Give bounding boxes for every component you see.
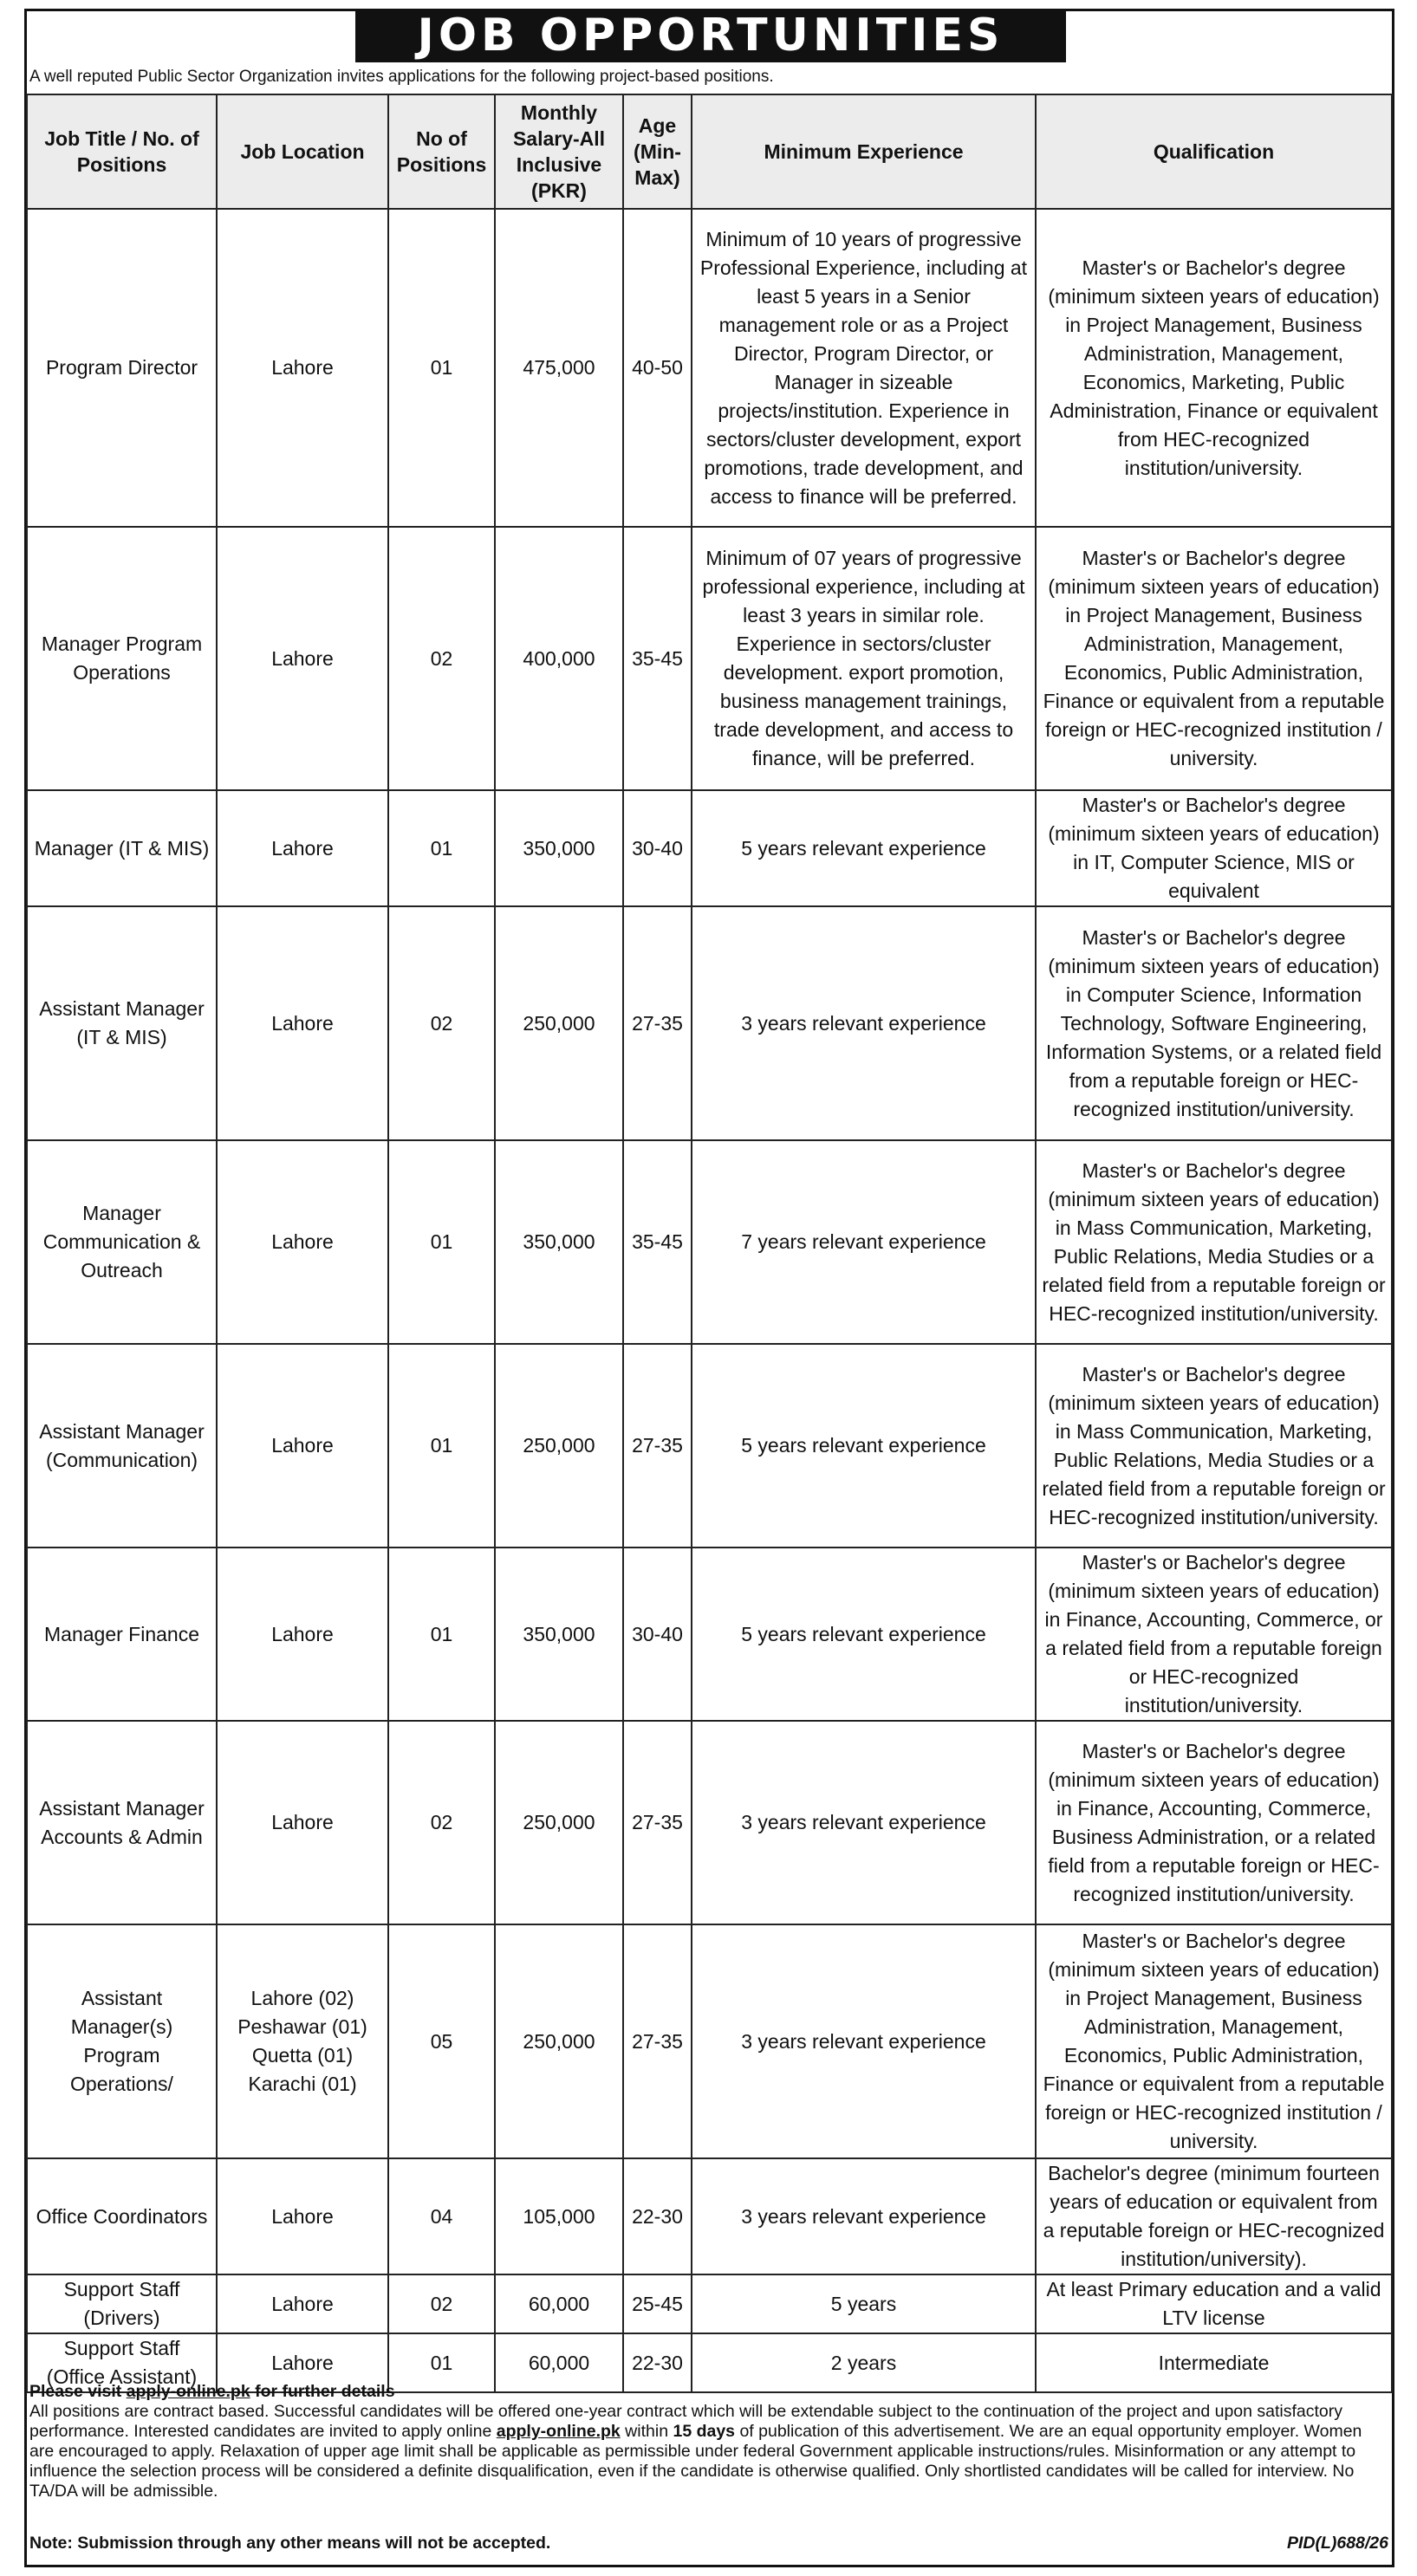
location-cell: Lahore [217,1721,388,1924]
table-row [27,906,1392,1140]
page-title: JOB OPPORTUNITIES [355,9,1066,62]
experience-cell: 3 years relevant experience [692,906,1036,1140]
location-cell: Lahore (02) Peshawar (01) Quetta (01) Karachi (01) [217,1924,388,2158]
visit-suffix: for further details [250,2382,395,2401]
footer-text [29,2382,1390,2501]
submission-note: Note: Submission through any other means will not be accepted. [29,2534,551,2553]
salary-cell: 350,000 [495,1140,623,1344]
salary-cell: 400,000 [495,527,623,790]
positions-cell: 05 [388,1924,495,2158]
qualification-cell: Master's or Bachelor's degree (minimum sixteen years of education) in Project Management, Business Administration, Management, Economics, Marketing, Public Administration, Finance or equivalent from HEC-recognized institution/university. [1036,209,1392,527]
column-header-positions: No of Positions [388,94,495,209]
qualification-cell: Intermediate [1036,2333,1392,2392]
table-row [27,527,1392,790]
terms-mid: within [620,2422,673,2441]
terms-paragraph [29,2402,1390,2501]
note-row [29,2534,1388,2553]
job-title-cell: Assistant Manager Accounts & Admin [27,1721,217,1924]
column-header-age: Age (Min-Max) [623,94,692,209]
table-row [27,2158,1392,2274]
intro-text: A well reputed Public Sector Organization invites applications for the following project-based positions. [29,68,774,86]
job-title-cell: Program Director [27,209,217,527]
qualification-cell: Master's or Bachelor's degree (minimum sixteen years of education) in Finance, Accounting, Commerce, Business Administration, or a related field from a reputable foreign or HEC-recognized institution/university. [1036,1721,1392,1924]
salary-cell: 350,000 [495,790,623,906]
job-title-cell: Assistant Manager(s) Program Operations/ [27,1924,217,2158]
apply-link[interactable]: apply-online.pk [496,2422,621,2441]
positions-cell: 01 [388,2333,495,2392]
location-cell: Lahore [217,2158,388,2274]
table-row [27,1924,1392,2158]
age-cell: 35-45 [623,1140,692,1344]
positions-cell: 02 [388,906,495,1140]
experience-cell: Minimum of 07 years of progressive professional experience, including at least 3 years in similar role. Experience in sectors/cluster development. export promotion, business management trainings, trade development, and access to finance, will be preferred. [692,527,1036,790]
experience-cell: 7 years relevant experience [692,1140,1036,1344]
terms-part-2: of publication of this advertisement. We are an equal opportunity employer. Women are encouraged to apply. Relaxation of upper age limit shall be applicable as permissible under federal Government applicable instructions/rules. Misinformation or any attempt to influence the selection process will be considered a definite disqualification, even if the candidate is otherwise qualified. Only shortlisted candidates will be called for interview. No TA/DA will be admissible. [29,2422,1362,2501]
reference-code: PID(L)688/26 [1286,2534,1388,2553]
location-cell: Lahore [217,1548,388,1721]
positions-cell: 02 [388,2274,495,2333]
job-title-cell: Assistant Manager (IT & MIS) [27,906,217,1140]
job-title-cell: Manager (IT & MIS) [27,790,217,906]
age-cell: 40-50 [623,209,692,527]
column-header-location: Job Location [217,94,388,209]
visit-line [29,2382,1390,2402]
column-header-salary: Monthly Salary-All Inclusive (PKR) [495,94,623,209]
qualification-cell: Master's or Bachelor's degree (minimum sixteen years of education) in Mass Communication, Marketing, Public Relations, Media Studies or a related field from a reputable foreign or HEC-recognized institution/university. [1036,1344,1392,1548]
experience-cell: 5 years relevant experience [692,1548,1036,1721]
column-header-experience: Minimum Experience [692,94,1036,209]
salary-cell: 250,000 [495,1344,623,1548]
visit-link[interactable]: apply-online.pk [126,2382,250,2401]
experience-cell: Minimum of 10 years of progressive Professional Experience, including at least 5 years in a Senior management role or as a Project Director, Program Director, or Manager in sizeable projects/institution. Experience in sectors/cluster development, export promotions, trade development, and access to finance will be preferred. [692,209,1036,527]
job-title-cell: Manager Communication & Outreach [27,1140,217,1344]
qualification-cell: Master's or Bachelor's degree (minimum sixteen years of education) in Project Management, Business Administration, Management, Economics, Public Administration, Finance or equivalent from a reputable foreign or HEC-recognized institution / university. [1036,527,1392,790]
positions-cell: 01 [388,790,495,906]
age-cell: 27-35 [623,906,692,1140]
jobs-table [26,94,1393,2393]
table-row [27,1344,1392,1548]
salary-cell: 250,000 [495,906,623,1140]
age-cell: 22-30 [623,2333,692,2392]
age-cell: 27-35 [623,1721,692,1924]
qualification-cell: Bachelor's degree (minimum fourteen years of education or equivalent from a reputable foreign or HEC-recognized institution/university). [1036,2158,1392,2274]
location-cell: Lahore [217,209,388,527]
qualification-cell: Master's or Bachelor's degree (minimum sixteen years of education) in IT, Computer Science, MIS or equivalent [1036,790,1392,906]
salary-cell: 350,000 [495,1548,623,1721]
location-cell: Lahore [217,790,388,906]
experience-cell: 5 years relevant experience [692,790,1036,906]
job-title-cell: Support Staff (Drivers) [27,2274,217,2333]
age-cell: 25-45 [623,2274,692,2333]
qualification-cell: Master's or Bachelor's degree (minimum sixteen years of education) in Mass Communication, Marketing, Public Relations, Media Studies or a related field from a reputable foreign or HEC-recognized institution/university. [1036,1140,1392,1344]
location-cell: Lahore [217,527,388,790]
column-header-qualification: Qualification [1036,94,1392,209]
age-cell: 27-35 [623,1344,692,1548]
qualification-cell: Master's or Bachelor's degree (minimum sixteen years of education) in Finance, Accounting, Commerce, or a related field from a reputable foreign or HEC-recognized institution/university. [1036,1548,1392,1721]
positions-cell: 02 [388,1721,495,1924]
visit-prefix: Please visit [29,2382,127,2401]
salary-cell: 60,000 [495,2274,623,2333]
job-title-cell: Assistant Manager (Communication) [27,1344,217,1548]
location-cell: Lahore [217,2274,388,2333]
positions-cell: 01 [388,1140,495,1344]
location-cell: Lahore [217,2333,388,2392]
experience-cell: 5 years [692,2274,1036,2333]
age-cell: 22-30 [623,2158,692,2274]
table-row [27,1721,1392,1924]
age-cell: 30-40 [623,790,692,906]
experience-cell: 3 years relevant experience [692,1721,1036,1924]
positions-cell: 01 [388,1548,495,1721]
job-title-cell: Manager Finance [27,1548,217,1721]
experience-cell: 3 years relevant experience [692,2158,1036,2274]
age-cell: 35-45 [623,527,692,790]
location-cell: Lahore [217,1344,388,1548]
table-row [27,1548,1392,1721]
positions-cell: 02 [388,527,495,790]
experience-cell: 5 years relevant experience [692,1344,1036,1548]
positions-cell: 04 [388,2158,495,2274]
terms-part-1: All positions are contract based. Successful candidates will be offered one-year contract which will be extendable subject to the continuation of the project and upon satisfactory performance. Interested candidates are invited to apply online [29,2402,1343,2441]
table-row [27,2274,1392,2333]
job-title-cell: Support Staff (Office Assistant) [27,2333,217,2392]
qualification-cell: Master's or Bachelor's degree (minimum sixteen years of education) in Project Management, Business Administration, Management, Economics, Public Administration, Finance or equivalent from a reputable foreign or HEC-recognized institution / university. [1036,1924,1392,2158]
experience-cell: 2 years [692,2333,1036,2392]
positions-cell: 01 [388,209,495,527]
job-title-cell: Manager Program Operations [27,527,217,790]
salary-cell: 60,000 [495,2333,623,2392]
location-cell: Lahore [217,1140,388,1344]
qualification-cell: At least Primary education and a valid LTV license [1036,2274,1392,2333]
experience-cell: 3 years relevant experience [692,1924,1036,2158]
job-title-cell: Office Coordinators [27,2158,217,2274]
deadline-days: 15 days [673,2422,736,2441]
table-row [27,1140,1392,1344]
table-header-row [27,94,1392,209]
table-row [27,209,1392,527]
table-row [27,790,1392,906]
age-cell: 30-40 [623,1548,692,1721]
column-header-job-title: Job Title / No. of Positions [27,94,217,209]
salary-cell: 475,000 [495,209,623,527]
salary-cell: 250,000 [495,1721,623,1924]
qualification-cell: Master's or Bachelor's degree (minimum sixteen years of education) in Computer Science, Information Technology, Software Engineering, Information Systems, or a related field from a reputable foreign or HEC-recognized institution/university. [1036,906,1392,1140]
age-cell: 27-35 [623,1924,692,2158]
location-cell: Lahore [217,906,388,1140]
positions-cell: 01 [388,1344,495,1548]
salary-cell: 250,000 [495,1924,623,2158]
salary-cell: 105,000 [495,2158,623,2274]
